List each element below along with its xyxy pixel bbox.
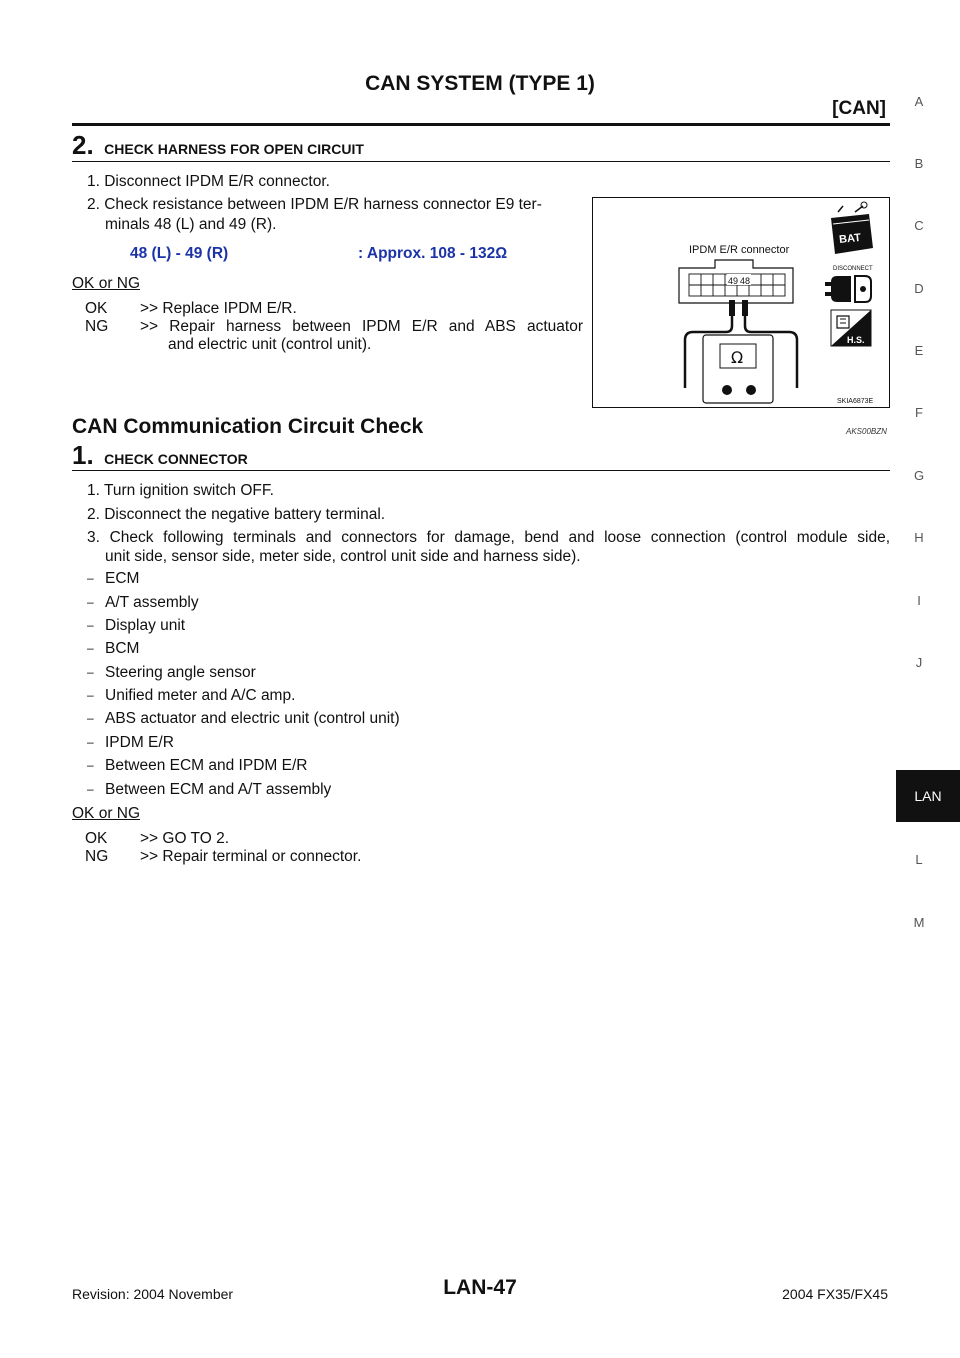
bullet-item: Between ECM and IPDM E/R	[105, 757, 308, 774]
step2-spec-value: : Approx. 108 - 132Ω	[358, 245, 508, 262]
bullet-item: A/T assembly	[105, 594, 199, 611]
index-tab-g[interactable]: G	[913, 468, 925, 483]
header-rule	[72, 123, 890, 126]
multimeter-jack-right	[746, 385, 756, 395]
figure-code: SKIA6873E	[837, 398, 874, 405]
bullet-item: ECM	[105, 570, 140, 587]
bullet-dash: –	[87, 595, 94, 609]
step1-item-3-cont: unit side, sensor side, meter side, control unit side and harness side).	[105, 548, 581, 565]
index-tab-e[interactable]: E	[914, 343, 924, 358]
ohm-icon: Ω	[731, 348, 744, 367]
bullet-dash: –	[87, 665, 94, 679]
pin-49-label: 49	[728, 276, 739, 286]
footer-page-number: LAN-47	[443, 1276, 517, 1299]
index-tab-l[interactable]: L	[915, 852, 923, 867]
step2-ng-text: >> Repair harness between IPDM E/R and ABS actuator	[140, 318, 583, 335]
bullet-dash: –	[87, 758, 94, 772]
index-tab-a[interactable]: A	[914, 94, 924, 109]
bullet-dash: –	[87, 571, 94, 585]
harness-service-icon-label: H.S.	[847, 335, 865, 345]
footer-model: 2004 FX35/FX45	[782, 1286, 888, 1302]
step2-item-2: 2. Check resistance between IPDM E/R harness connector E9 ter-	[87, 196, 542, 213]
connector-label: IPDM E/R connector	[689, 244, 790, 256]
index-tab-b[interactable]: B	[914, 156, 924, 171]
step2-ng-text-cont: and electric unit (control unit).	[168, 336, 372, 353]
bullet-dash: –	[87, 735, 94, 749]
index-tab-f[interactable]: F	[915, 405, 923, 420]
index-tab-j[interactable]: J	[915, 655, 923, 670]
bullet-item: Between ECM and A/T assembly	[105, 781, 332, 798]
step2-heading	[72, 130, 364, 161]
step1-item-3: 3. Check following terminals and connectors for damage, bend and loose connection (control module side,	[87, 529, 890, 546]
footer-revision: Revision: 2004 November	[72, 1286, 234, 1302]
bullet-item: IPDM E/R	[105, 734, 174, 751]
index-tab-i[interactable]: I	[917, 593, 921, 608]
index-tab-lan-active[interactable]: LAN	[896, 770, 960, 822]
step1-ng-label: NG	[85, 848, 109, 865]
step2-item-1: 1. Disconnect IPDM E/R connector.	[87, 173, 330, 190]
step2-ok-text: >> Replace IPDM E/R.	[140, 300, 297, 317]
index-tab-h[interactable]: H	[914, 530, 924, 545]
index-tab-m[interactable]: M	[913, 915, 925, 930]
battery-icon-label: BAT	[838, 231, 862, 247]
bullet-dash: –	[87, 688, 94, 702]
step1-number: 1.	[72, 440, 94, 470]
step1-ok-or-ng: OK or NG	[72, 805, 141, 822]
bullet-item: BCM	[105, 640, 140, 657]
multimeter-jack-left	[722, 385, 732, 395]
step2-ok-or-ng: OK or NG	[72, 275, 141, 292]
step1-item-1: 1. Turn ignition switch OFF.	[87, 482, 274, 499]
figure-connector-diagram	[592, 197, 890, 408]
step2-title: CHECK HARNESS FOR OPEN CIRCUIT	[104, 141, 364, 157]
section-title: CAN Communication Circuit Check	[72, 415, 424, 438]
step1-ng-text: >> Repair terminal or connector.	[140, 848, 362, 865]
step1-title: CHECK CONNECTOR	[104, 451, 248, 467]
bullet-item: Unified meter and A/C amp.	[105, 687, 296, 704]
bullet-dash: –	[87, 618, 94, 632]
page-subtitle: [CAN]	[832, 98, 886, 119]
pin-48-label: 48	[740, 276, 751, 286]
section-code: AKS00BZN	[846, 427, 887, 436]
bullet-dash: –	[87, 782, 94, 796]
step1-ok-label: OK	[85, 830, 108, 847]
disconnect-icon	[825, 266, 873, 302]
step2-rule	[72, 161, 890, 162]
step2-ok-label: OK	[85, 300, 108, 317]
harness-service-icon	[831, 310, 871, 346]
bullet-dash: –	[87, 641, 94, 655]
step2-ng-label: NG	[85, 318, 109, 335]
bullet-item: Display unit	[105, 617, 186, 634]
step1-rule	[72, 470, 890, 471]
step1-heading	[72, 440, 248, 471]
battery-icon	[831, 202, 873, 254]
connector-diagram-svg	[593, 198, 889, 407]
step2-number: 2.	[72, 130, 94, 160]
step2-spec-terminals: 48 (L) - 49 (R)	[130, 245, 229, 262]
page-title: CAN SYSTEM (TYPE 1)	[365, 72, 595, 95]
step2-item-2-cont: minals 48 (L) and 49 (R).	[105, 216, 277, 233]
bullet-dash: –	[87, 711, 94, 725]
bullet-item: ABS actuator and electric unit (control unit)	[105, 710, 400, 727]
disconnect-icon-label: DISCONNECT	[833, 266, 873, 272]
step1-ok-text: >> GO TO 2.	[140, 830, 230, 847]
index-tab-d[interactable]: D	[914, 281, 924, 296]
index-tab-c[interactable]: C	[914, 218, 924, 233]
step1-item-2: 2. Disconnect the negative battery terminal.	[87, 506, 386, 523]
bullet-item: Steering angle sensor	[105, 664, 256, 681]
